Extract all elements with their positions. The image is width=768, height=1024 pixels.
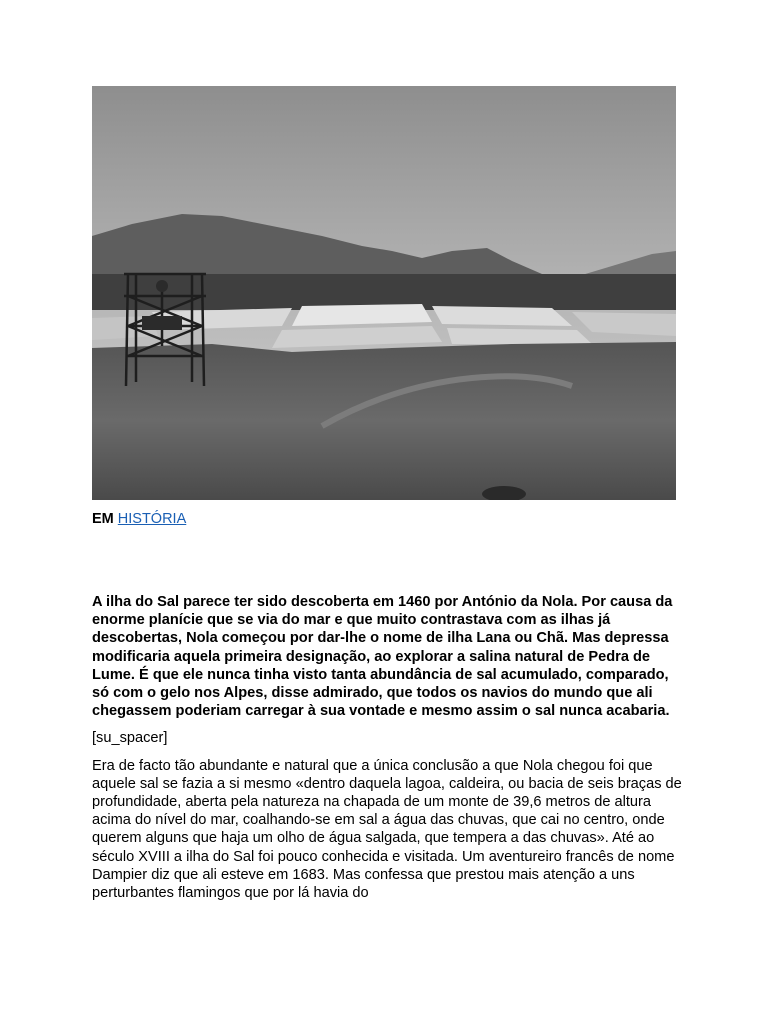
lead-paragraph: A ilha do Sal parece ter sido descoberta em 1460 por António da Nola. Por causa da enorme planície que se via do mar e que muito contrastava com as ilhas já descobertas, Nola começou por dar-lhe o nome de ilha Lana ou Chã. Mas depressa modificaria aquela primeira designação, ao explorar a salina natural de Pedra de Lume. É que ele nunca tinha visto tanta abundância de sal acumulado, comparado, só com o gelo nos Alpes, disse admirado, que todos os navios do mundo que ali chegassem poderiam carregar à sua vontade e mesmo assim o sal nunca acabaria. (92, 594, 673, 720)
salt-pan (432, 306, 572, 326)
tower-platform (142, 316, 182, 330)
category-line (92, 510, 186, 528)
category-link-historia[interactable]: HISTÓRIA (117, 511, 187, 527)
category-prefix: EM (92, 511, 114, 527)
article-photo (92, 86, 676, 500)
rocky-ground (92, 342, 676, 500)
article-body (92, 593, 684, 911)
pulley (156, 280, 168, 292)
body-paragraph: Era de facto tão abundante e natural que a única conclusão a que Nola chegou foi que aquele sal se fazia a si mesmo «dentro daquela lagoa, caldeira, ou bacia de seis braças de profundidade, aberta pela natureza na chapada de um monte de 39,6 metros de altura acima do nível do mar, coalhando-se em sal a água das chuvas, que cai no centro, onde querem alguns que haja um olho de água salgada, que tempera a das chuvas». Até ao século XVIII a ilha do Sal foi pouco conhecida e visitada. Um aventureiro francês de nome Dampier diz que ali esteve em 1683. Mas confessa que prestou mais atenção a uns perturbantes flamingos que por lá havia do (92, 757, 682, 902)
salt-flats-landscape-image (92, 86, 676, 500)
spacer-shortcode: [su_spacer] (92, 730, 168, 747)
salt-pan (447, 328, 592, 344)
